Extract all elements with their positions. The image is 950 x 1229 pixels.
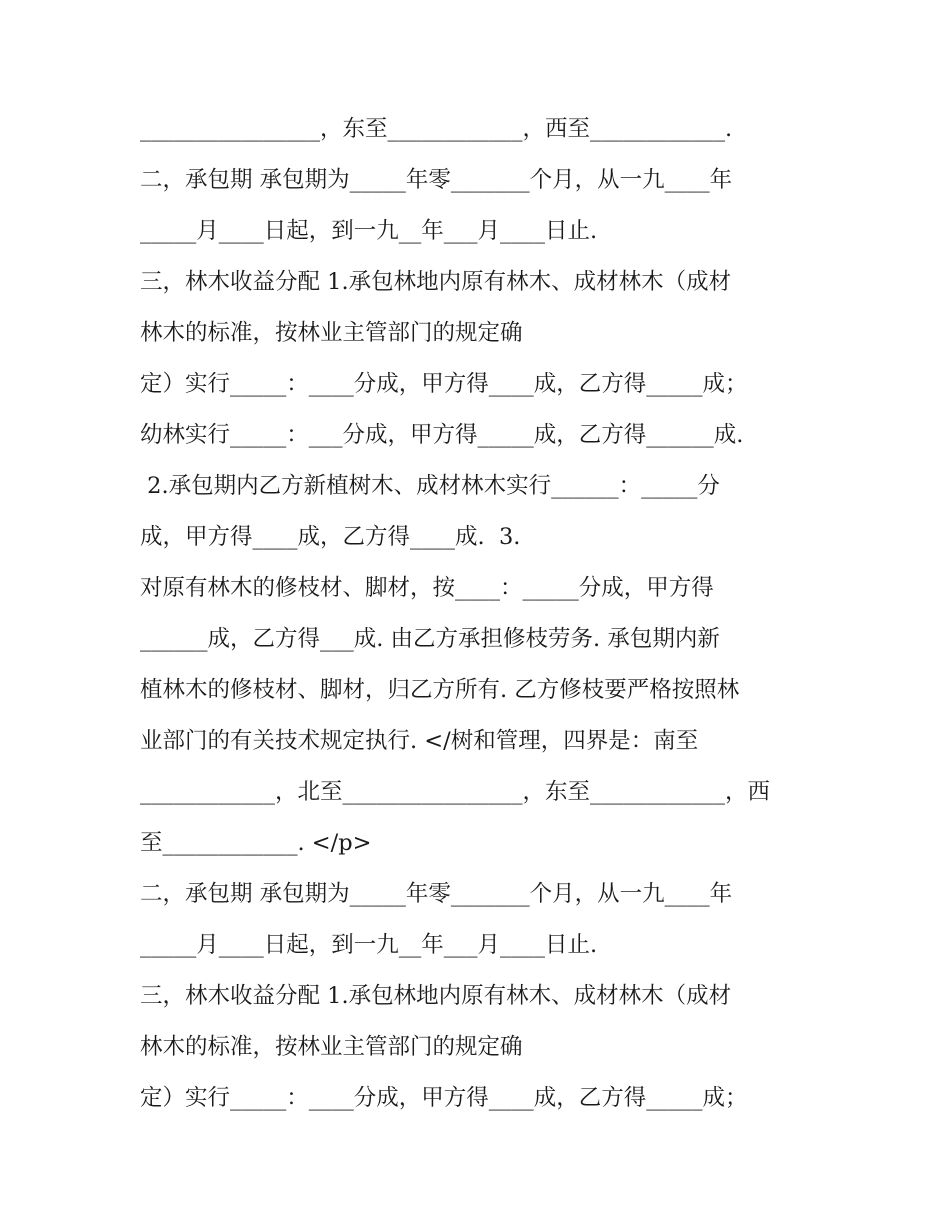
text-line: 三，林木收益分配 1.承包林地内原有林木、成材林木（成材: [140, 983, 732, 1009]
text-line: 至____________. </p>: [140, 830, 372, 856]
text-line: 2.承包期内乙方新植树木、成材林木实行______：_____分: [140, 473, 720, 499]
text-line: 植林木的修枝材、脚材，归乙方所有. 乙方修枝要严格按照林: [140, 677, 740, 703]
text-line: 成，甲方得____成，乙方得____成. 3.: [140, 524, 521, 550]
text-line: _____月____日起，到一九__年___月____日止.: [140, 218, 598, 244]
text-line: 二，承包期 承包期为_____年零_______个月，从一九____年: [140, 167, 733, 193]
text-line: 二，承包期 承包期为_____年零_______个月，从一九____年: [140, 881, 733, 907]
text-line: 定）实行_____：____分成，甲方得____成，乙方得_____成；: [140, 371, 748, 397]
text-line: ______成，乙方得___成. 由乙方承担修枝劳务. 承包期内新: [140, 626, 720, 652]
text-line: 对原有林木的修枝材、脚材，按____：_____分成，甲方得: [140, 575, 714, 601]
text-line: 林木的标准，按林业主管部门的规定确: [140, 320, 523, 346]
text-line: _____月____日起，到一九__年___月____日止.: [140, 932, 598, 958]
text-line: 林木的标准，按林业主管部门的规定确: [140, 1034, 523, 1060]
text-line: 幼林实行_____：___分成，甲方得_____成，乙方得______成.: [140, 422, 744, 448]
text-line: ____________，北至________________，东至____________，西: [140, 779, 771, 805]
text-line: 业部门的有关技术规定执行. </树和管理，四界是：南至: [140, 728, 699, 754]
text-line: 定）实行_____：____分成，甲方得____成，乙方得_____成；: [140, 1085, 748, 1111]
text-line: 三，林木收益分配 1.承包林地内原有林木、成材林木（成材: [140, 269, 732, 295]
text-line: ________________，东至____________，西至____________.: [140, 116, 733, 142]
